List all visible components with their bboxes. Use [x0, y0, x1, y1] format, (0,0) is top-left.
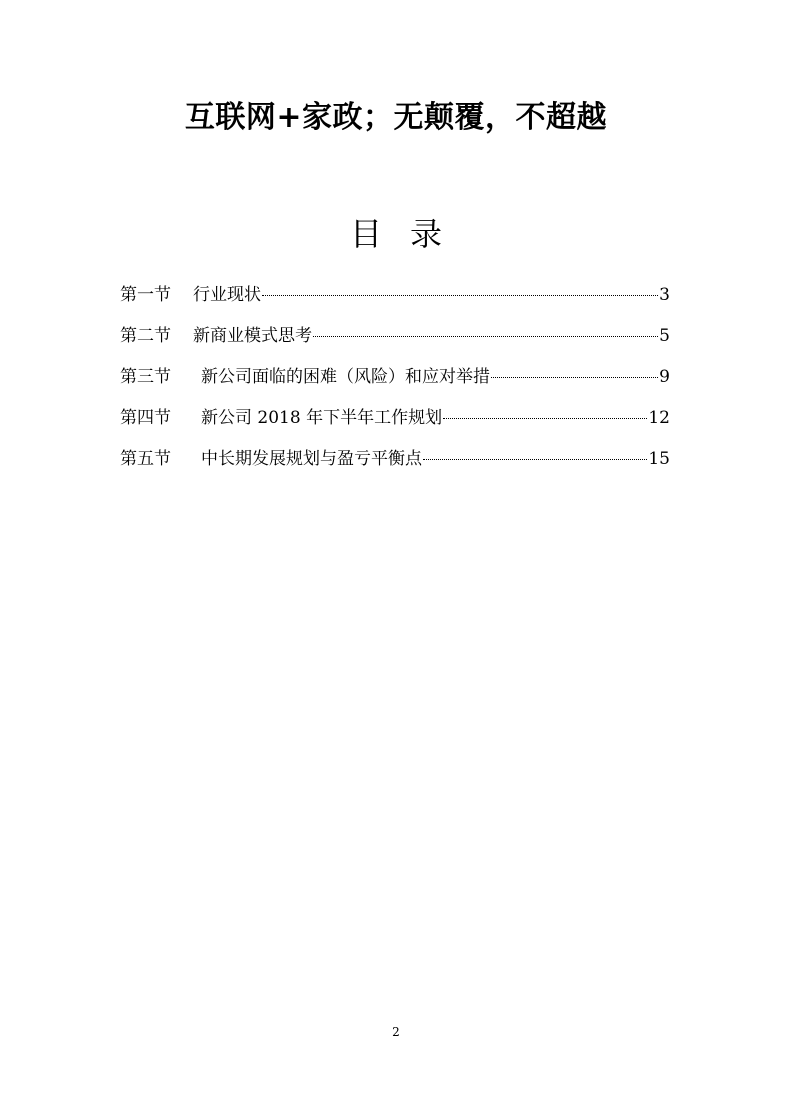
toc-page-number: 3	[659, 285, 670, 305]
toc-entry[interactable]	[120, 366, 670, 389]
toc-section-label: 第一节	[120, 285, 171, 305]
toc-entry[interactable]	[120, 325, 670, 348]
toc-entry[interactable]	[120, 448, 670, 471]
toc-dot-leader	[443, 418, 647, 419]
toc-section-label: 第二节	[120, 326, 171, 346]
page-number: 2	[392, 1025, 400, 1039]
toc-heading-left: 目	[349, 215, 382, 253]
toc-entry-title: 行业现状	[193, 285, 261, 305]
toc-dot-leader	[491, 377, 658, 378]
toc-entry-title: 中长期发展规划与盈亏平衡点	[201, 449, 422, 469]
toc-section-label: 第五节	[120, 449, 171, 469]
toc-heading-right: 录	[410, 215, 443, 253]
toc-page-number: 5	[659, 326, 670, 346]
toc-dot-leader	[313, 336, 658, 337]
toc-section-label: 第四节	[120, 408, 171, 428]
toc-heading	[0, 212, 792, 256]
toc-entry-title: 新商业模式思考	[193, 326, 312, 346]
toc-entry[interactable]	[120, 284, 670, 307]
toc-dot-leader	[423, 459, 647, 460]
toc-dot-leader	[262, 295, 658, 296]
toc-entry-title: 新公司面临的困难（风险）和应对举措	[201, 367, 490, 387]
table-of-contents	[120, 284, 670, 489]
toc-entry-title: 新公司 2018 年下半年工作规划	[201, 408, 443, 428]
document-title: 互联网+家政；无颠覆，不超越	[184, 100, 608, 135]
toc-page-number: 9	[659, 367, 670, 387]
toc-section-label: 第三节	[120, 367, 171, 387]
toc-entry[interactable]	[120, 407, 670, 430]
toc-page-number: 15	[648, 449, 670, 469]
toc-page-number: 12	[648, 408, 670, 428]
